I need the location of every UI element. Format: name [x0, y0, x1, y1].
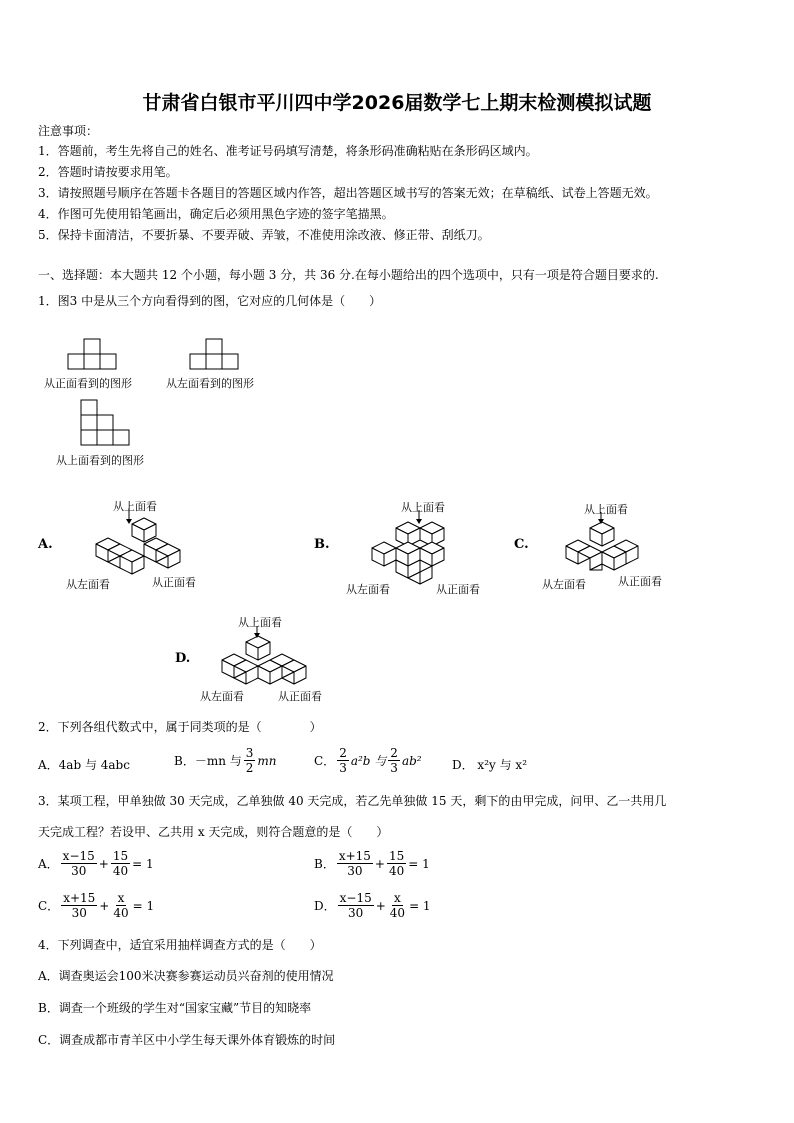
- option-label: B．: [314, 857, 335, 871]
- q2-b-suffix: mn: [257, 753, 277, 768]
- label-front: 从正面看: [152, 576, 196, 589]
- question-2-stem: 2．下列各组代数式中，属于同类项的是（ ）: [38, 720, 322, 734]
- question-3-stem-line1: 3．某项工程，甲单独做 30 天完成，乙单独做 40 天完成，若乙先单独做 15 天，剩下的由甲完成，问甲、乙一共用几: [38, 794, 667, 808]
- denominator: 40: [388, 864, 405, 878]
- front-view-caption: 从正面看到的图形: [44, 377, 132, 390]
- numerator: 3: [245, 746, 254, 760]
- q2-b-prefix: B．－mn 与: [174, 754, 242, 768]
- numerator: x+15: [63, 891, 96, 905]
- q2-c-mid: a²b 与: [350, 754, 387, 768]
- label-top: 从上面看: [113, 500, 157, 513]
- numerator: 2: [390, 746, 398, 760]
- q2-c-prefix: C．: [314, 754, 336, 768]
- numerator: x: [117, 891, 125, 905]
- numerator: x−15: [339, 891, 372, 905]
- operator: +: [99, 898, 110, 913]
- q4-option-b: B．调查一个班级的学生对“国家宝藏”节目的知晓率: [38, 1001, 312, 1015]
- option-c-label: C.: [514, 537, 529, 552]
- q3-option-a: [38, 849, 154, 878]
- option-a-label: A.: [38, 537, 53, 552]
- numerator: 15: [112, 849, 129, 863]
- denominator: 40: [389, 906, 406, 920]
- q2-option-d: D． x²y 与 x²: [452, 758, 528, 772]
- question-1-stem: 1．图3 中是从三个方向看得到的图，它对应的几何体是（ ）: [38, 294, 382, 308]
- label-left: 从左面看: [66, 578, 110, 591]
- numerator: x: [394, 891, 401, 905]
- denominator: 3: [390, 761, 398, 775]
- operator: +: [98, 856, 109, 871]
- fraction: [61, 849, 97, 878]
- fraction: [337, 849, 373, 878]
- label-left: 从左面看: [542, 578, 586, 591]
- q2-option-c: [314, 746, 422, 775]
- label-top: 从上面看: [238, 616, 282, 629]
- numerator: 15: [388, 849, 405, 863]
- denominator: 40: [113, 906, 129, 920]
- notes-heading: 注意事项：: [38, 124, 99, 138]
- top-view-figure: [80, 399, 130, 447]
- page-title: 甘肃省白银市平川四中学2026届数学七上期末检测模拟试题: [142, 92, 652, 114]
- option-label: A．: [38, 857, 59, 871]
- label-left: 从左面看: [200, 690, 244, 703]
- equals: = 1: [132, 856, 154, 871]
- option-d-solid: [218, 630, 308, 696]
- note-item: 2．答题时请按要求用笔。: [38, 165, 178, 179]
- fraction: [244, 746, 256, 775]
- fraction: [388, 891, 407, 920]
- fraction: [111, 849, 130, 878]
- front-view-figure: [68, 338, 134, 370]
- q4-option-c: C．调查成都市青羊区中小学生每天课外体育锻炼的时间: [38, 1033, 336, 1047]
- equals: = 1: [132, 898, 155, 913]
- left-view-figure: [190, 338, 240, 370]
- q3-option-b: [314, 849, 430, 878]
- label-left: 从左面看: [346, 583, 390, 596]
- numerator: x−15: [62, 849, 95, 863]
- left-view-caption: 从左面看到的图形: [166, 377, 254, 390]
- q2-option-b: [174, 746, 277, 775]
- fraction: [111, 891, 130, 920]
- denominator: 30: [71, 864, 87, 878]
- denominator: 30: [348, 906, 364, 920]
- question-4-stem: 4．下列调查中，适宜采用抽样调查方式的是（ ）: [38, 938, 322, 952]
- question-3-stem-line2: 天完成工程？若设甲、乙共用 x 天完成，则符合题意的是（ ）: [38, 825, 389, 839]
- q4-option-a: A．调查奥运会100米决赛参赛运动员兴奋剂的使用情况: [38, 969, 334, 983]
- fraction: [388, 746, 400, 775]
- denominator: 3: [339, 761, 347, 775]
- fraction: [387, 849, 406, 878]
- operator: +: [375, 898, 386, 913]
- denominator: 2: [245, 761, 254, 775]
- label-front: 从正面看: [278, 690, 322, 703]
- operator: +: [374, 856, 385, 871]
- fraction: [61, 891, 97, 920]
- option-d-label: D.: [175, 651, 191, 666]
- q2-c-suffix: ab²: [401, 753, 422, 768]
- denominator: 30: [71, 906, 87, 920]
- option-b-label: B.: [314, 537, 330, 552]
- note-item: 5．保持卡面清洁，不要折暴、不要弄破、弄皱，不准使用涂改液、修正带、刮纸刀。: [38, 228, 490, 242]
- q3-option-d: [314, 891, 431, 920]
- numerator: 2: [339, 746, 347, 760]
- note-item: 1．答题前，考生先将自己的姓名、准考证号码填写清楚，将条形码准确粘贴在条形码区域内。: [38, 144, 538, 158]
- note-item: 3．请按照题号顺序在答题卡各题目的答题区域内作答，超出答题区域书写的答案无效；在草稿纸、试卷上答题无效。: [38, 186, 658, 200]
- option-label: C．: [38, 899, 60, 913]
- label-top: 从上面看: [584, 503, 628, 516]
- q3-option-c: [38, 891, 154, 920]
- option-label: D．: [314, 899, 336, 913]
- option-b-solid: [368, 514, 458, 589]
- note-item: 4．作图可先使用铅笔画出，确定后必须用黑色字迹的签字笔描黑。: [38, 207, 394, 221]
- numerator: x+15: [338, 849, 371, 863]
- equals: = 1: [408, 856, 430, 871]
- option-c-solid: [562, 516, 652, 578]
- fraction: [338, 891, 374, 920]
- option-a-solid: [92, 512, 182, 582]
- equals: = 1: [409, 898, 431, 913]
- top-view-caption: 从上面看到的图形: [56, 454, 144, 467]
- label-front: 从正面看: [436, 583, 480, 596]
- section-heading: 一、选择题：本大题共 12 个小题，每小题 3 分，共 36 分.在每小题给出的四个选项中，只有一项是符合题目要求的.: [38, 268, 659, 282]
- label-top: 从上面看: [401, 501, 445, 514]
- denominator: 40: [112, 864, 129, 878]
- label-front: 从正面看: [618, 575, 662, 588]
- fraction: [337, 746, 349, 775]
- denominator: 30: [347, 864, 363, 878]
- q2-option-a: A．4ab 与 4abc: [38, 758, 130, 772]
